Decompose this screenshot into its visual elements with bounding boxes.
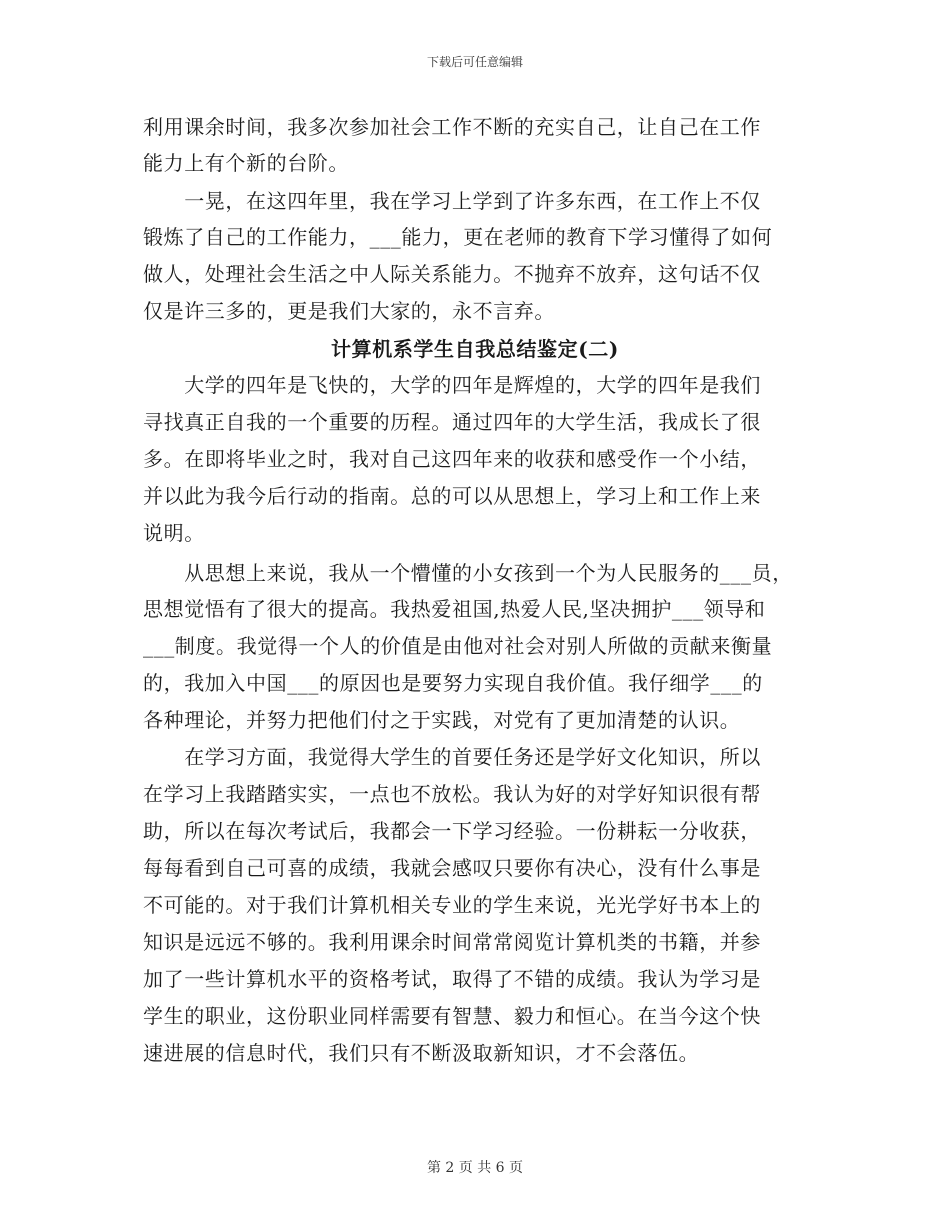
body-line: 知识是远远不够的。我利用课余时间常常阅览计算机类的书籍，并参 bbox=[143, 930, 761, 954]
body-line: 每每看到自己可喜的成绩，我就会感叹只要你有决心，没有什么事是 bbox=[143, 856, 761, 880]
body-line: 在学习上我踏踏实实，一点也不放松。我认为好的对学好知识很有帮 bbox=[143, 782, 761, 806]
body-line: 加了一些计算机水平的资格考试，取得了不错的成绩。我认为学习是 bbox=[143, 967, 761, 991]
body-line: 在学习方面，我觉得大学生的首要任务还是学好文化知识，所以 bbox=[143, 745, 761, 769]
body-line: 多。在即将毕业之时，我对自己这四年来的收获和感受作一个小结， bbox=[143, 447, 761, 471]
page-number: 第 2 页 共 6 页 bbox=[426, 1160, 524, 1176]
body-line: ___制度。我觉得一个人的价值是由他对社会对别人所做的贡献来衡量 bbox=[143, 634, 773, 658]
body-line: 一晃，在这四年里，我在学习上学到了许多东西，在工作上不仅 bbox=[143, 189, 761, 213]
body-line: 能力上有个新的台阶。 bbox=[143, 151, 349, 175]
body-line: 速进展的信息时代，我们只有不断汲取新知识，才不会落伍。 bbox=[143, 1041, 700, 1065]
body-line: 助，所以在每次考试后，我都会一下学习经验。一份耕耘一分收获， bbox=[143, 819, 761, 843]
body-line: 不可能的。对于我们计算机相关专业的学生来说，光光学好书本上的 bbox=[143, 893, 761, 917]
body-line: 锻炼了自己的工作能力，___能力，更在老师的教育下学习懂得了如何 bbox=[143, 225, 773, 249]
body-line: 并以此为我今后行动的指南。总的可以从思想上，学习上和工作上来 bbox=[143, 484, 761, 508]
body-line: 从思想上来说，我从一个懵懂的小女孩到一个为人民服务的___员， bbox=[143, 561, 793, 585]
body-line: 做人，处理社会生活之中人际关系能力。不抛弃不放弃，这句话不仅 bbox=[143, 262, 761, 286]
body-line: 大学的四年是飞快的，大学的四年是辉煌的，大学的四年是我们 bbox=[143, 373, 761, 397]
body-line: 思想觉悟有了很大的提高。我热爱祖国,热爱人民,坚决拥护___领导和 bbox=[143, 597, 766, 621]
body-line: 学生的职业，这份职业同样需要有智慧、毅力和恒心。在当今这个快 bbox=[143, 1004, 761, 1028]
body-line: 的，我加入中国___的原因也是要努力实现自我价值。我仔细学___的 bbox=[143, 671, 763, 695]
body-line: 说明。 bbox=[143, 521, 205, 545]
page-header-note: 下载后可任意编辑 bbox=[426, 55, 523, 69]
body-line: 仅是许三多的，更是我们大家的，永不言弃。 bbox=[143, 299, 555, 323]
body-line: 各种理论，并努力把他们付之于实践，对党有了更加清楚的认识。 bbox=[143, 708, 741, 732]
body-line: 利用课余时间，我多次参加社会工作不断的充实自己，让自己在工作 bbox=[143, 115, 761, 139]
section-heading: 计算机系学生自我总结鉴定(二) bbox=[331, 337, 619, 361]
body-line: 寻找真正自我的一个重要的历程。通过四年的大学生活，我成长了很 bbox=[143, 410, 761, 434]
